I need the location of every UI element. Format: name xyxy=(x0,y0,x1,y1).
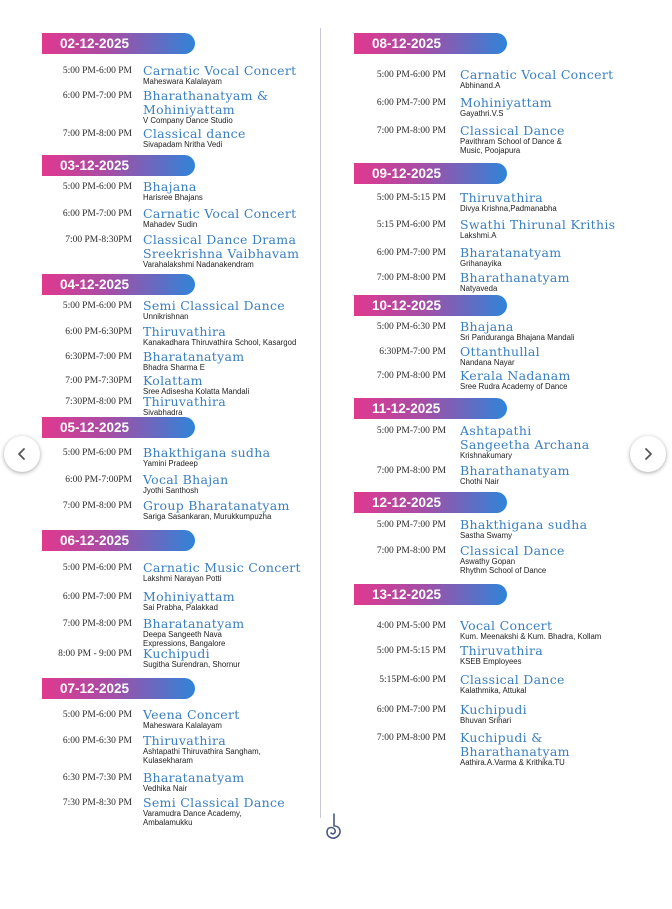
event-time: 6:30 PM-7:30 PM xyxy=(62,773,132,783)
event-title: Carnatic Vocal Concert xyxy=(143,206,297,221)
event-title: Bharathanatyam xyxy=(460,744,570,759)
date-header: 06-12-2025 xyxy=(42,530,195,551)
event-title: Classical Dance xyxy=(460,123,565,138)
event-performer: Sivabhadra xyxy=(143,408,183,417)
event-title: Bharatanatyam xyxy=(143,770,245,785)
event-performer: Deepa Sangeeth Nava xyxy=(143,630,222,639)
event-time: 6:30PM-7:00 PM xyxy=(65,352,132,362)
event-performer: Gayathri.V.S xyxy=(460,109,504,118)
event-performer: Sastha Swamy xyxy=(460,531,513,540)
event-time: 5:00 PM-7:00 PM xyxy=(376,426,446,436)
event-time: 5:00 PM-6:00 PM xyxy=(376,70,446,80)
event-title: Bharathanatyam xyxy=(460,463,570,478)
event-performer: Pavithram School of Dance & xyxy=(460,137,562,146)
column-divider xyxy=(320,28,321,818)
event-title: Bharatanatyam xyxy=(460,245,562,260)
event-performer: Abhinand.A xyxy=(460,81,501,90)
event-title: Carnatic Music Concert xyxy=(143,560,301,575)
event-time: 7:00 PM-8:30PM xyxy=(65,235,132,245)
event-performer: Krishnakumary xyxy=(460,451,512,460)
event-time: 6:00 PM-6:30 PM xyxy=(62,736,132,746)
event-performer: Natyaveda xyxy=(460,284,498,293)
event-time: 7:30 PM-8:30 PM xyxy=(62,798,132,808)
event-performer: Sri Panduranga Bhajana Mandali xyxy=(460,333,575,342)
event-title: Ashtapathi xyxy=(460,423,532,438)
event-title: Bharatanatyam xyxy=(143,349,245,364)
event-title: Bhajana xyxy=(143,179,197,194)
event-title: Thiruvathira xyxy=(143,394,227,409)
event-title: Kuchipudi xyxy=(143,646,210,661)
event-title: Thiruvathira xyxy=(143,733,227,748)
event-time: 7:00 PM-8:00 PM xyxy=(376,546,446,556)
event-performer: Sivapadam Nritha Vedi xyxy=(143,140,223,149)
event-title: Thiruvathira xyxy=(460,643,544,658)
event-time: 6:30PM-7:00 PM xyxy=(379,347,446,357)
event-time: 7:00 PM-7:30PM xyxy=(65,376,132,386)
event-title: Bhakthigana sudha xyxy=(143,445,271,460)
next-page-button[interactable] xyxy=(630,436,666,472)
event-time: 6:00 PM-7:00 PM xyxy=(62,91,132,101)
event-title: Semi Classical Dance xyxy=(143,795,285,810)
date-header: 08-12-2025 xyxy=(354,33,507,54)
event-time: 7:00 PM-8:00 PM xyxy=(62,501,132,511)
event-performer: Maheswara Kalalayam xyxy=(143,721,222,730)
event-time: 5:15PM-6:00 PM xyxy=(379,675,446,685)
event-time: 6:00 PM-7:00 PM xyxy=(62,592,132,602)
swirl-ornament-icon xyxy=(318,812,350,844)
event-time: 6:00 PM-6:30PM xyxy=(65,327,132,337)
date-header: 09-12-2025 xyxy=(354,163,507,184)
event-title: Semi Classical Dance xyxy=(143,298,285,313)
event-time: 6:00 PM-7:00PM xyxy=(65,475,132,485)
event-time: 7:00 PM-8:00 PM xyxy=(376,466,446,476)
event-performer: Harisree Bhajans xyxy=(143,193,203,202)
event-time: 5:15 PM-6:00 PM xyxy=(376,220,446,230)
date-header: 12-12-2025 xyxy=(354,492,507,513)
event-performer: Kulasekharam xyxy=(143,756,193,765)
date-header: 07-12-2025 xyxy=(42,678,195,699)
previous-page-button[interactable] xyxy=(4,436,40,472)
date-header: 11-12-2025 xyxy=(354,398,507,419)
event-title: Vocal Concert xyxy=(460,618,553,633)
event-performer: Kanakadhara Thiruvathira School, Kasargod xyxy=(143,338,297,347)
event-title: Bharatanatyam xyxy=(143,616,245,631)
event-performer: Sai Prabha, Palakkad xyxy=(143,603,218,612)
event-title: Classical dance xyxy=(143,126,246,141)
event-title: Mohiniyattam xyxy=(143,589,235,604)
event-performer: Yamini Pradeep xyxy=(143,459,198,468)
event-performer: Maheswara Kalalayam xyxy=(143,77,222,86)
event-title: Carnatic Vocal Concert xyxy=(143,63,297,78)
event-performer: Grihanayika xyxy=(460,259,502,268)
event-time: 8:00 PM - 9:00 PM xyxy=(58,649,132,659)
event-time: 5:00 PM-6:30 PM xyxy=(376,322,446,332)
event-performer: Nandana Nayar xyxy=(460,358,515,367)
event-time: 5:00 PM-6:00 PM xyxy=(62,710,132,720)
chevron-left-icon xyxy=(15,447,29,461)
event-performer: Sree Adisesha Kolatta Mandali xyxy=(143,387,250,396)
event-time: 6:00 PM-7:00 PM xyxy=(376,98,446,108)
event-performer: Lakshmi Narayan Potti xyxy=(143,574,222,583)
event-title: Thiruvathira xyxy=(460,190,544,205)
date-header: 04-12-2025 xyxy=(42,274,195,295)
event-time: 7:30PM-8:00 PM xyxy=(65,397,132,407)
event-time: 6:00 PM-7:00 PM xyxy=(62,209,132,219)
event-performer: Expressions, Bangalore xyxy=(143,639,226,648)
event-time: 4:00 PM-5:00 PM xyxy=(376,621,446,631)
event-time: 5:00 PM-7:00 PM xyxy=(376,520,446,530)
event-time: 5:00 PM-6:00 PM xyxy=(62,563,132,573)
event-performer: Mahadev Sudin xyxy=(143,220,198,229)
date-header: 02-12-2025 xyxy=(42,33,195,54)
event-time: 5:00 PM-6:00 PM xyxy=(62,66,132,76)
event-performer: Lakshmi.A xyxy=(460,231,497,240)
event-time: 5:00 PM-6:00 PM xyxy=(62,301,132,311)
date-header: 13-12-2025 xyxy=(354,584,507,605)
event-title: Ottanthullal xyxy=(460,344,540,359)
event-title: Sreekrishna Vaibhavam xyxy=(143,246,300,261)
event-title: Bhajana xyxy=(460,319,514,334)
event-time: 6:00 PM-7:00 PM xyxy=(376,248,446,258)
event-time: 7:00 PM-8:00 PM xyxy=(376,126,446,136)
event-title: Classical Dance xyxy=(460,543,565,558)
event-title: Classical Dance xyxy=(460,672,565,687)
event-performer: Aswathy Gopan xyxy=(460,557,516,566)
event-time: 5:00 PM-6:00 PM xyxy=(62,448,132,458)
date-header: 03-12-2025 xyxy=(42,155,195,176)
event-title: Veena Concert xyxy=(143,707,240,722)
event-performer: Sariga Sasankaran, Murukkumpuzha xyxy=(143,512,272,521)
event-title: Kuchipudi & xyxy=(460,730,543,745)
event-title: Vocal Bhajan xyxy=(143,472,229,487)
event-performer: Vedhika Nair xyxy=(143,784,188,793)
event-time: 5:00 PM-6:00 PM xyxy=(62,182,132,192)
event-title: Mohiniyattam xyxy=(143,102,235,117)
event-performer: Kalathmika, Attukal xyxy=(460,686,527,695)
event-performer: Ashtapathi Thiruvathira Sangham, xyxy=(143,747,261,756)
event-title: Mohiniyattam xyxy=(460,95,552,110)
event-time: 7:00 PM-8:00 PM xyxy=(376,371,446,381)
event-performer: Bhuvan Srihari xyxy=(460,716,512,725)
event-title: Kerala Nadanam xyxy=(460,368,571,383)
event-performer: Varahalakshmi Nadanakendram xyxy=(143,260,254,269)
event-performer: Sugitha Surendran, Shornur xyxy=(143,660,241,669)
event-time: 5:00 PM-5:15 PM xyxy=(376,193,446,203)
event-performer: KSEB Employees xyxy=(460,657,522,666)
event-performer: Unnikrishnan xyxy=(143,312,189,321)
event-performer: V Company Dance Studio xyxy=(143,116,233,125)
chevron-right-icon xyxy=(641,447,655,461)
event-performer: Kum. Meenakshi & Kum. Bhadra, Kollam xyxy=(460,632,602,641)
event-time: 7:00 PM-8:00 PM xyxy=(376,273,446,283)
event-title: Bharathanatyam & xyxy=(143,88,269,103)
event-performer: Varamudra Dance Academy, xyxy=(143,809,242,818)
event-title: Carnatic Vocal Concert xyxy=(460,67,614,82)
event-title: Swathi Thirunal Krithis xyxy=(460,217,616,232)
event-time: 7:00 PM-8:00 PM xyxy=(62,129,132,139)
event-title: Kuchipudi xyxy=(460,702,527,717)
date-header: 05-12-2025 xyxy=(42,417,195,438)
event-time: 7:00 PM-8:00 PM xyxy=(62,619,132,629)
event-title: Classical Dance Drama xyxy=(143,232,297,247)
event-performer: Jyothi Santhosh xyxy=(143,486,199,495)
event-performer: Aathira.A.Varma & Krithika.TU xyxy=(460,758,565,767)
event-performer: Rhythm School of Dance xyxy=(460,566,547,575)
event-performer: Divya Krishna,Padmanabha xyxy=(460,204,557,213)
date-header: 10-12-2025 xyxy=(354,295,507,316)
event-time: 5:00 PM-5:15 PM xyxy=(376,646,446,656)
event-title: Kolattam xyxy=(143,373,203,388)
event-title: Thiruvathira xyxy=(143,324,227,339)
event-performer: Sree Rudra Academy of Dance xyxy=(460,382,568,391)
event-performer: Music, Poojapura xyxy=(460,146,521,155)
event-performer: Bhadra Sharma E xyxy=(143,363,205,372)
event-time: 7:00 PM-8:00 PM xyxy=(376,733,446,743)
event-time: 6:00 PM-7:00 PM xyxy=(376,705,446,715)
event-title: Group Bharatanatyam xyxy=(143,498,290,513)
event-title: Bhakthigana sudha xyxy=(460,517,588,532)
event-title: Sangeetha Archana xyxy=(460,437,590,452)
event-performer: Chothi Nair xyxy=(460,477,499,486)
event-performer: Ambalamukku xyxy=(143,818,193,827)
event-title: Bharathanatyam xyxy=(460,270,570,285)
